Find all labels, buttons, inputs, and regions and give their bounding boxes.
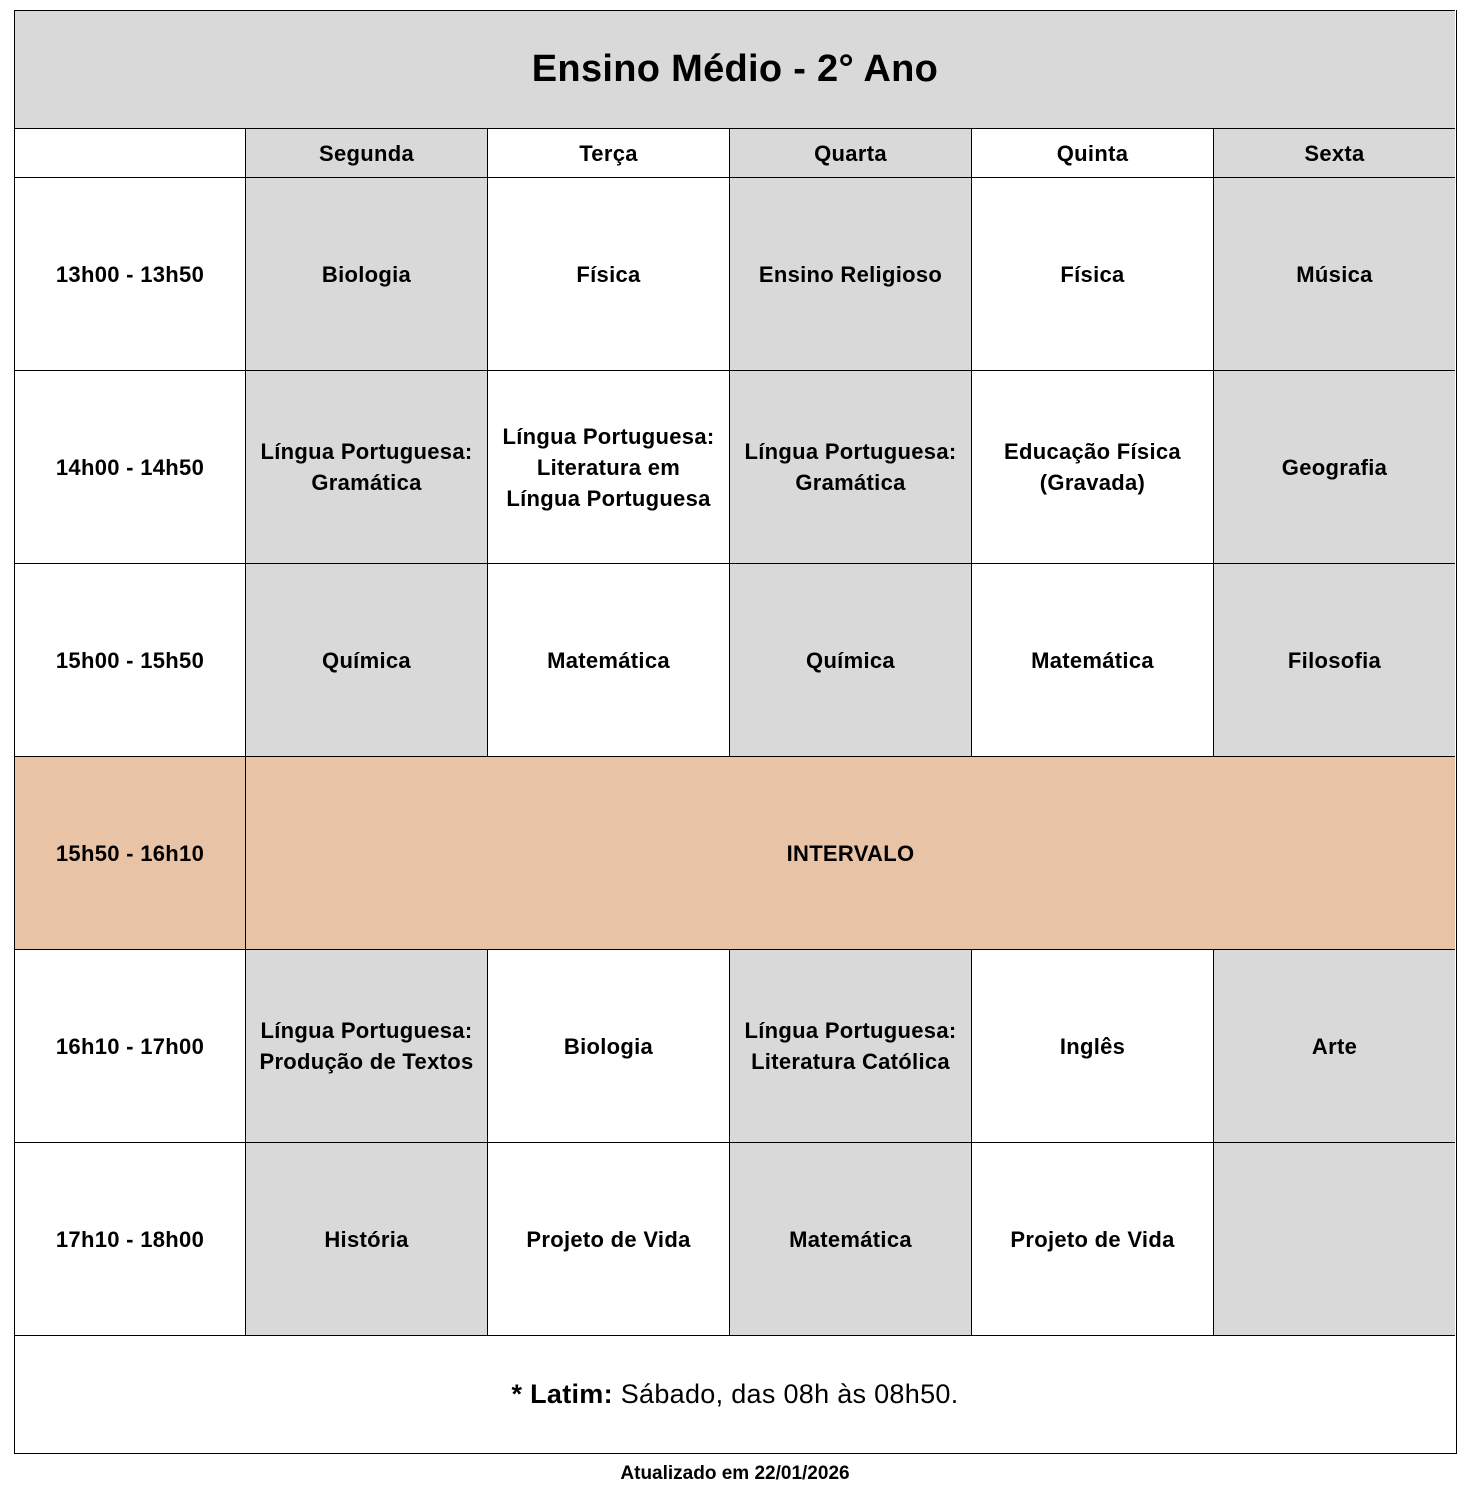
- break-time-slot: 15h50 - 16h10: [14, 756, 245, 949]
- day-header-sexta: Sexta: [1213, 128, 1455, 177]
- day-header-segunda: Segunda: [245, 128, 487, 177]
- time-slot: 13h00 - 13h50: [14, 177, 245, 370]
- class-cell: Projeto de Vida: [971, 1142, 1213, 1335]
- class-cell: Música: [1213, 177, 1455, 370]
- class-cell: Língua Portuguesa: Literatura Católica: [729, 949, 971, 1142]
- class-cell: Biologia: [245, 177, 487, 370]
- time-slot: 16h10 - 17h00: [14, 949, 245, 1142]
- class-cell: Educação Física (Gravada): [971, 370, 1213, 563]
- class-cell: Ensino Religioso: [729, 177, 971, 370]
- class-cell: Física: [487, 177, 729, 370]
- class-cell: História: [245, 1142, 487, 1335]
- class-cell: Língua Portuguesa: Gramática: [245, 370, 487, 563]
- class-cell: Química: [245, 563, 487, 756]
- day-header-quinta: Quinta: [971, 128, 1213, 177]
- class-cell-empty: [1213, 1142, 1455, 1335]
- time-slot: 14h00 - 14h50: [14, 370, 245, 563]
- class-cell: Filosofia: [1213, 563, 1455, 756]
- class-cell: Geografia: [1213, 370, 1455, 563]
- updated-footer: Atualizado em 22/01/2026: [620, 1463, 850, 1484]
- latin-note-label: * Latim:: [511, 1379, 613, 1409]
- latin-note: [14, 1335, 1455, 1453]
- class-cell: Matemática: [729, 1142, 971, 1335]
- class-cell: Matemática: [487, 563, 729, 756]
- day-header-quarta: Quarta: [729, 128, 971, 177]
- class-cell: Arte: [1213, 949, 1455, 1142]
- time-slot: 15h00 - 15h50: [14, 563, 245, 756]
- break-label: INTERVALO: [245, 756, 1455, 949]
- class-cell: Biologia: [487, 949, 729, 1142]
- day-header-terca: Terça: [487, 128, 729, 177]
- schedule-table: [14, 10, 1457, 1454]
- page-title: Ensino Médio - 2° Ano: [14, 10, 1455, 128]
- class-cell: Projeto de Vida: [487, 1142, 729, 1335]
- corner-cell: [14, 128, 245, 177]
- class-cell: Língua Portuguesa: Produção de Textos: [245, 949, 487, 1142]
- time-slot: 17h10 - 18h00: [14, 1142, 245, 1335]
- class-cell: Inglês: [971, 949, 1213, 1142]
- class-cell: Física: [971, 177, 1213, 370]
- class-cell: Matemática: [971, 563, 1213, 756]
- class-cell: Química: [729, 563, 971, 756]
- class-cell: Língua Portuguesa: Literatura em Língua Portuguesa: [487, 370, 729, 563]
- latin-note-text: Sábado, das 08h às 08h50.: [612, 1379, 959, 1409]
- class-cell: Língua Portuguesa: Gramática: [729, 370, 971, 563]
